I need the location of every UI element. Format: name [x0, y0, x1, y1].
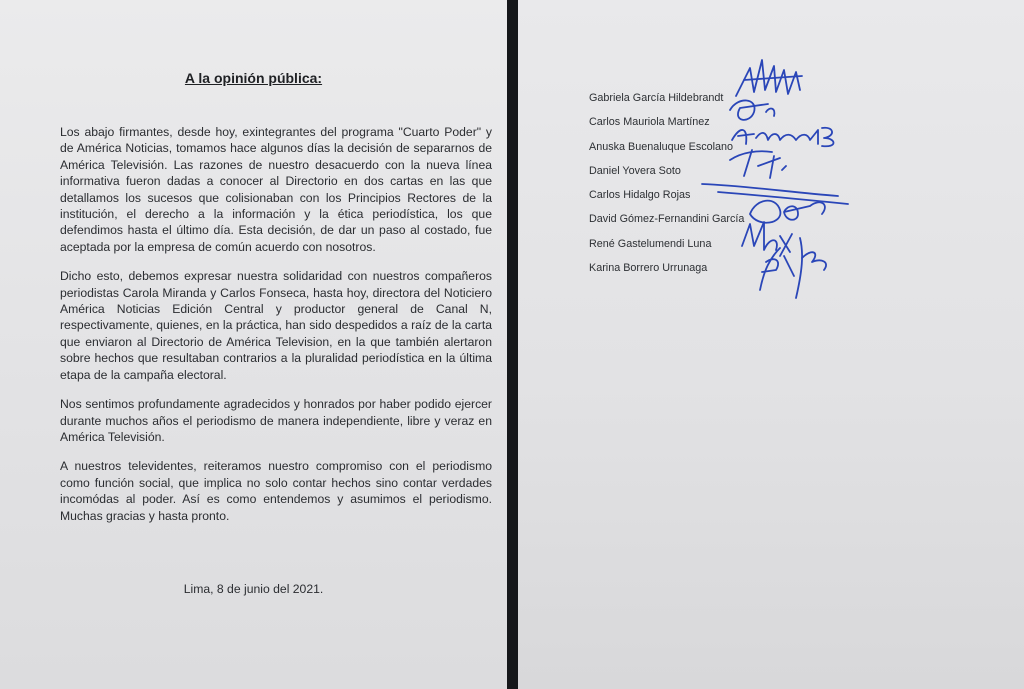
signature-8	[760, 238, 826, 298]
signatory-name: Anuska Buenaluque Escolano	[589, 140, 734, 153]
signature-5	[702, 184, 848, 204]
letter-paragraph: Nos sentimos profundamente agradecidos y honrados por haber podido ejercer durante muchos años el periodismo de manera independiente, libre y veraz en América Televisión.	[60, 397, 492, 444]
page-gap	[507, 0, 518, 689]
signature-4	[730, 150, 786, 178]
signature-1	[736, 60, 802, 96]
signature-3	[732, 128, 834, 147]
letter-page	[0, 0, 507, 689]
letter-title: A la opinión pública:	[184, 70, 323, 86]
signatory-name: René Gastelumendi Luna	[589, 237, 712, 250]
signatory-name: Carlos Hidalgo Rojas	[589, 189, 691, 202]
letter-paragraph: A nuestros televidentes, reiteramos nuestro compromiso con el periodismo como función social, que implica no solo contar hechos sino contar verdades incomódas al poder. Así es como entendemos y asumimos el periodismo. Muchas gracias y hasta pronto.	[60, 459, 492, 523]
signature-6	[750, 201, 825, 223]
signature-2	[730, 100, 774, 119]
signatory-name: Gabriela García Hildebrandt	[589, 92, 724, 104]
letter-date-line: Lima, 8 de junio del 2021.	[183, 582, 324, 596]
signatory-name: Carlos Mauriola Martínez	[589, 116, 710, 129]
handwritten-signatures	[518, 0, 1024, 689]
signatures-page	[518, 0, 1024, 689]
letter-paragraph: Los abajo firmantes, desde hoy, exintegrantes del programa "Cuarto Poder" y de América Noticias, tomamos hace algunos días la decisión de separarnos de América Televisión. Las razones de nuestro desacuerdo con la nueva línea informativa fueron dadas a conocer al Directorio en dos cartas en las que detallamos los sucesos que colisionaban con los Principios Rectores de la institución, el derecho a la información y la ética periodística, los que defendimos hasta el último día. Esta decisión, de dar un paso al costado, fue aceptada por la empresa de común acuerdo con nosotros.	[60, 125, 492, 254]
signatory-name: Karina Borrero Urrunaga	[589, 262, 708, 275]
letter-paragraph: Dicho esto, debemos expresar nuestra solidaridad con nuestros compañeros periodistas Carola Miranda y Carlos Fonseca, hasta hoy, directora del Noticiero América Noticias Edición Central y productor general de Canal N, respectivamente, quienes, en la práctica, han sido despedidos a raíz de la carta que enviaron al Directorio de América Television, en la que también alertaron sobre hechos que resultaban contrarios a la pluralidad periodística en la última etapa de la campaña electoral.	[60, 269, 492, 382]
signatory-name: Daniel Yovera Soto	[589, 164, 681, 177]
signature-7	[742, 222, 792, 256]
letter-body	[60, 124, 492, 537]
signatory-name: David Gómez-Fernandini García	[589, 213, 745, 226]
